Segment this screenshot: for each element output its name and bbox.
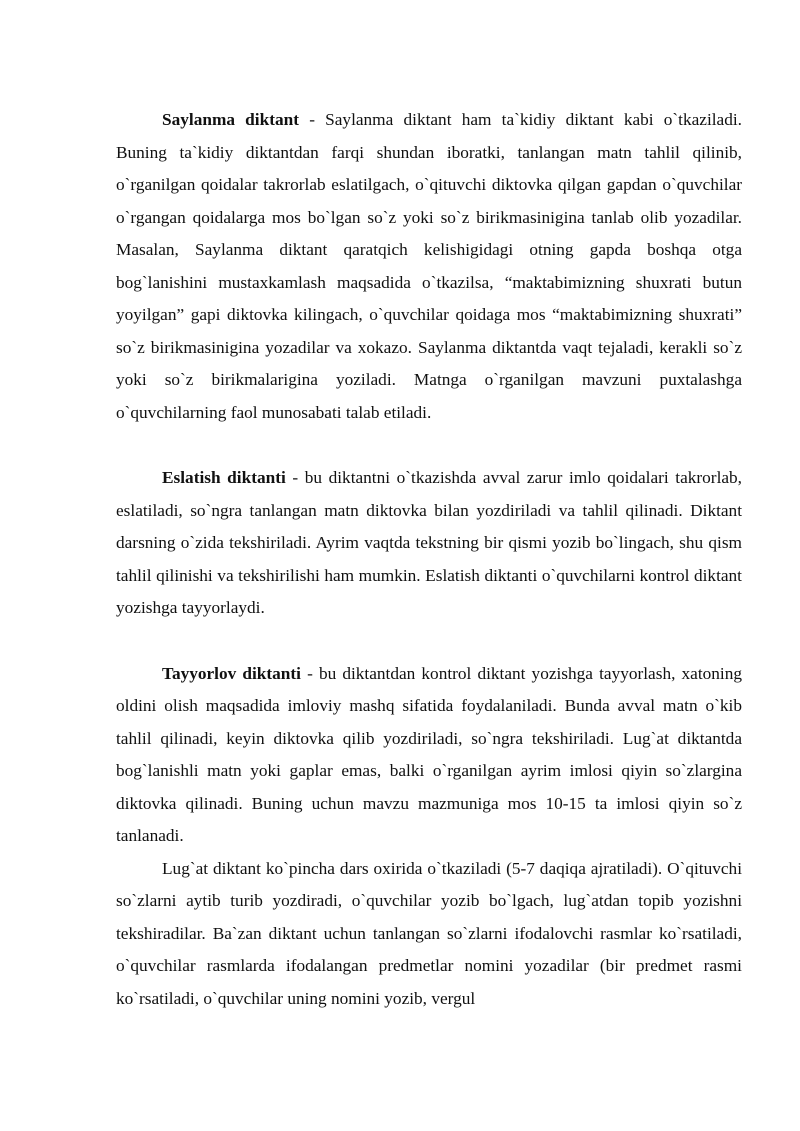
paragraph-tayyorlov-diktanti bbox=[116, 658, 742, 853]
paragraph-eslatish-diktanti bbox=[116, 462, 742, 625]
term-heading: Tayyorlov diktanti bbox=[162, 663, 301, 683]
paragraph-text: - Saylanma diktant ham ta`kidiy diktant kabi o`tkaziladi. Buning ta`kidiy diktantdan farqi shundan iboratki, tanlangan matn tahlil qilinib, o`rganilgan qoidalar takrorlab eslatilgach, o`qituvchi diktovka qilgan gapdan o`quvchilar o`rgangan qoidalarga mos bo`lgan so`z yoki so`z birikmasinigina tanlab olib yozadilar. Masalan, Saylanma diktant qaratqich kelishigidagi otning gapda boshqa otga bog`lanishini mustaxkamlash maqsadida o`tkazilsa, “maktabimizning shuxrati butun yoyilgan” gapi diktovka kilingach, o`quvchilar qoidaga mos “maktabimizning shuxrati” so`z birikmasinigina yozadilar va xokazo. Saylanma diktantda vaqt tejaladi, kerakli so`z yoki so`z birikmalarigina yoziladi. Matnga o`rganilgan mavzuni puxtalashga o`quvchilarning faol munosabati talab etiladi. bbox=[116, 110, 742, 422]
term-heading: Saylanma diktant bbox=[162, 110, 299, 129]
paragraph-text: - bu diktantdan kontrol diktant yozishga tayyorlash, xatoning oldini olish maqsadida imloviy mashq sifatida foydalaniladi. Bunda avval matn o`kib tahlil qilinadi, keyin diktovka qilib yozdiriladi, so`ngra tekshiriladi. Lug`at diktantda bog`lanishli matn yoki gaplar emas, balki o`rganilgan ayrim imlosi qiyin so`zlargina diktovka qilinadi. Buning uchun mavzu mazmuniga mos 10-15 ta imlosi qiyin so`z tanlanadi. bbox=[116, 663, 742, 845]
paragraph-lugat-diktant: Lug`at diktant ko`pincha dars oxirida o`tkaziladi (5-7 daqiqa ajratiladi). O`qituvchi so`zlarni aytib turib yozdiradi, o`quvchilar yozib bo`lgach, lug`atdan topib yozishni tekshiradilar. Ba`zan diktant uchun tanlangan so`zlarni ifodalovchi rasmlar ko`rsatiladi, o`quvchilar rasmlarda ifodalangan predmetlar nomini yozadilar (bir predmet rasmi ko`rsatiladi, o`quvchilar uning nomini yozib, vergul bbox=[116, 858, 742, 1008]
paragraph-spacer bbox=[116, 429, 742, 462]
paragraph-saylanma-diktant bbox=[116, 104, 742, 429]
paragraph-spacer bbox=[116, 625, 742, 658]
paragraph-text: - bu diktantni o`tkazishda avval zarur imlo qoidalari takrorlab, eslatiladi, so`ngra tanlangan matn diktovka bilan yozdiriladi va tahlil qilinadi. Diktant darsning o`zida tekshiriladi. Ayrim vaqtda tekstning bir qismi yozib bo`lingach, shu qism tahlil qilinishi va tekshirilishi ham mumkin. Eslatish diktanti o`quvchilarni kontrol diktant yozishga tayyorlaydi. bbox=[116, 468, 742, 617]
term-heading: Eslatish diktanti bbox=[162, 468, 286, 487]
document-page bbox=[116, 104, 742, 1015]
